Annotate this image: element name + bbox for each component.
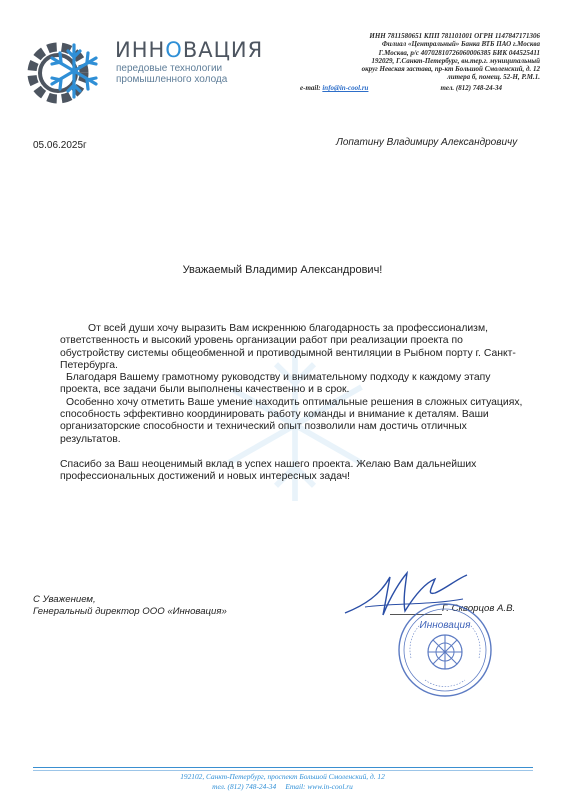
stamp-text: Инновация xyxy=(419,620,471,631)
footer-divider xyxy=(33,767,533,768)
requisites-line: ИНН 7811580651 КПП 781101001 ОГРН 1147847171306 xyxy=(369,32,540,40)
company-name: ИННОВАЦИЯ xyxy=(115,38,264,62)
closing-text: С Уважением, xyxy=(33,594,96,605)
company-logo-icon xyxy=(22,33,112,113)
footer-contacts: тел. (812) 748-24-34 Email: www.in-cool.ru xyxy=(212,782,353,791)
body-paragraph: От всей души хочу выразить Вам искреннюю благодарность за профессионализм, ответственность и высокий уровень организации работ при реализации проекта по обустройству системы общеобменной и противодымной вентиляции в Рыбном порту г. Санкт-Петербурга. xyxy=(60,323,516,371)
letter-date: 05.06.2025г xyxy=(33,140,87,151)
letter-salutation: Уважаемый Владимир Александрович! xyxy=(182,264,383,276)
signer-name: Г. Скворцов А.В. xyxy=(442,603,516,614)
company-requisites xyxy=(290,32,540,82)
footer-divider-thin xyxy=(33,770,533,771)
body-paragraph: Особенно хочу отметить Ваше умение находить оптимальные решения в сложных ситуациях, способность эффективно координировать работу команды и внимание к деталям. Ваши организаторские способности и технический опыт позволили нам достичь отличных результатов. xyxy=(60,396,523,445)
requisites-line: округ Невская застава, пр-кт Большой Смоленский, д. 12 xyxy=(361,65,540,74)
letter-body xyxy=(60,323,530,484)
body-paragraph: Спасибо за Ваш неоценимый вклад в успех нашего проекта. Желаю Вам дальнейших профессиональных достижений и новых интересных задач! xyxy=(60,458,477,483)
email-label: e-mail: xyxy=(300,84,321,92)
requisites-line: литера б, помещ. 52-Н, Р.М.1. xyxy=(447,73,540,82)
company-stamp xyxy=(395,600,495,700)
body-paragraph: Благодаря Вашему грамотному руководству и внимательному подходу к каждому этапу проекта, все задачи были выполнены качественно и в срок. xyxy=(60,372,491,396)
company-tagline: передовые технологии промышленного холода xyxy=(116,63,228,85)
requisites-line: 192029, Г.Санкт-Петербург, вн.тер.г. муниципальный xyxy=(371,56,540,65)
letter-recipient: Лопатину Владимиру Александровичу xyxy=(336,137,518,148)
email-link[interactable]: info@in-cool.ru xyxy=(322,84,369,92)
header-contacts xyxy=(300,84,502,92)
footer-address: 192102, Санкт-Петербург, проспект Большой Смоленский, д. 12 xyxy=(180,772,385,781)
requisites-line: Филиал «Центральный» Банка ВТБ ПАО г.Москва xyxy=(381,40,540,49)
requisites-line: Г.Москва, р/с 40702810726060006385 БИК 044525411 xyxy=(378,48,540,57)
header-phone: тел. (812) 748-24-34 xyxy=(440,84,502,92)
signer-title: Генеральный директор ООО «Инновация» xyxy=(33,606,227,617)
